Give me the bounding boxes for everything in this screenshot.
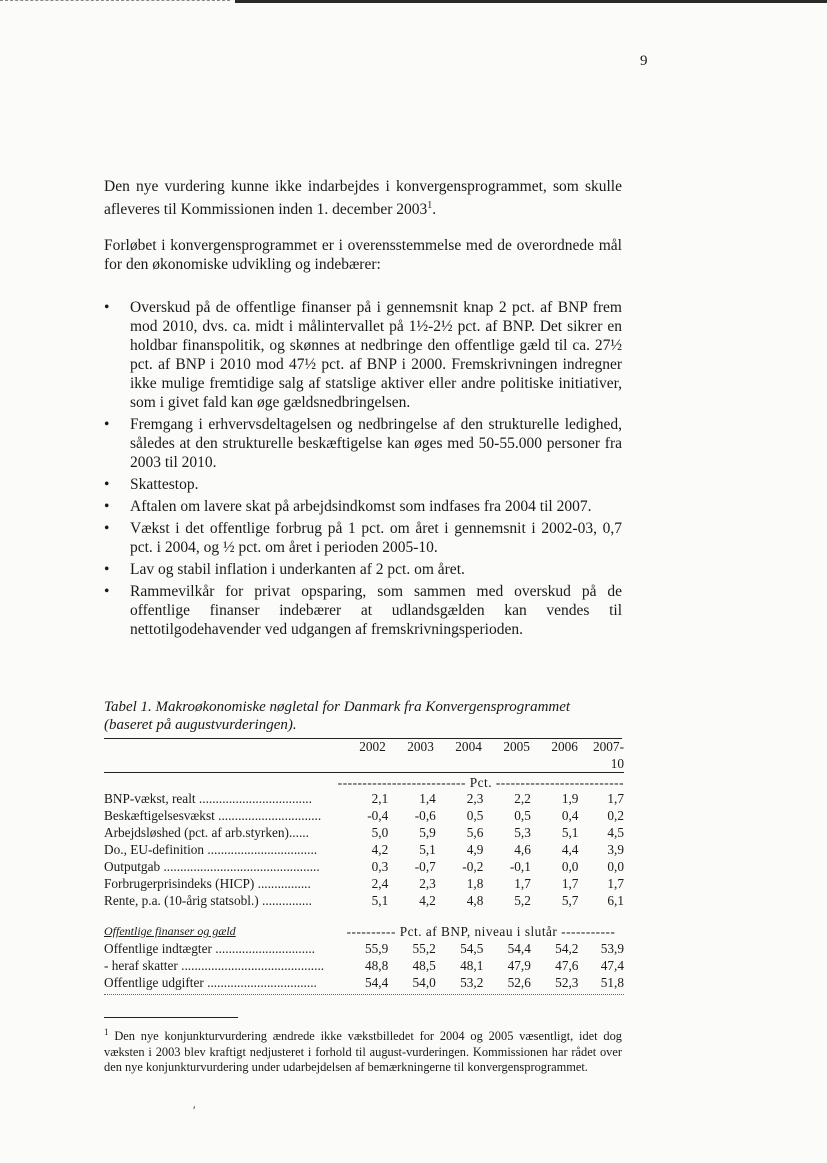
header-empty-cell [482, 755, 530, 773]
header-year: 2007- [592, 739, 624, 754]
cell-value: 48,8 [364, 958, 389, 973]
cell-value: 47,6 [555, 958, 579, 973]
bullet-item [104, 560, 622, 579]
table-header-row [104, 738, 624, 755]
cell-value: 4,9 [466, 842, 484, 857]
bullet-text: Overskud på de offentlige finanser på i gennemsnit knap 2 pct. af BNP frem mod 2010, dvs. ca. midt i målintervallet på 1½-2½ pct. af BNP. Det sikrer en holdbar finanspolitik, og skønnes at nedbringe den offentlige gæld til ca. 27½ pct. af BNP i 2010 mod 47½ pct. af BNP i 2000. Fremskrivningen indregner ikke mulige fremtidige salg af statslige aktiver eller andre politiske initiativer, som i givet fald kan øge gældsnedbringelsen. [130, 299, 622, 411]
bullet-icon: • [104, 520, 110, 537]
table-row [104, 940, 624, 957]
cell-value: -0,1 [509, 859, 531, 874]
table-row [104, 790, 624, 807]
header-empty-cell [338, 755, 386, 773]
cell-value: 54,2 [555, 941, 579, 956]
cell-value: 54,4 [364, 975, 389, 990]
cell-value: 0,5 [466, 808, 484, 823]
subhead-label: Offentlige finanser og gæld [104, 924, 236, 938]
row-label: Rente, p.a. (10-årig statsobl.) ............... [104, 893, 312, 908]
cell-value: 5,9 [419, 825, 436, 840]
cell-value: 55,2 [412, 941, 436, 956]
bullet-icon: • [104, 561, 110, 578]
cell-value: 2,2 [514, 791, 531, 806]
bullet-item [104, 475, 622, 494]
header-year: 2006 [551, 739, 578, 754]
row-label: Outputgab ............................................... [104, 859, 320, 874]
header-year: 2004 [455, 739, 482, 754]
header-empty-cell [530, 755, 578, 773]
cell-value: 54,5 [460, 941, 484, 956]
bullet-icon: • [104, 498, 110, 515]
unit-label: -------------------------- Pct. -------------------------- [337, 775, 624, 790]
table-bottom-rule [104, 994, 624, 995]
top-edge-dashes [0, 0, 230, 1]
header-empty-cell [386, 755, 434, 773]
cell-value: 2,4 [371, 876, 389, 891]
cell-value: 1,7 [514, 876, 531, 891]
header-year-cont: 10 [610, 756, 624, 771]
cell-value: 6,1 [607, 893, 624, 908]
cell-value: 4,6 [514, 842, 531, 857]
bullet-text: Skattestop. [130, 476, 199, 493]
paragraph-intro-end: . [432, 201, 437, 219]
cell-value: 0,0 [561, 859, 579, 874]
table-row [104, 957, 624, 974]
cell-value: 1,7 [607, 791, 624, 806]
cell-value: -0,6 [414, 808, 436, 823]
footnote-ref: 1 [427, 200, 433, 211]
cell-value: 48,5 [412, 958, 436, 973]
cell-value: 5,0 [371, 825, 389, 840]
cell-value: 47,4 [600, 958, 624, 973]
header-year: 2005 [503, 739, 530, 754]
row-label: Beskæftigelsesvækst ............................... [104, 808, 322, 823]
subhead-row [104, 922, 624, 940]
footnote-number: 1 [104, 1027, 109, 1037]
paragraph-lead: Forløbet i konvergensprogrammet er i overensstemmelse med de overordnede mål for den økonomiske udvikling og indebærer: [104, 237, 622, 273]
table-caption: Tabel 1. Makroøkonomiske nøgletal for Danmark fra Konvergensprogrammet (baseret på augustvurderingen). [104, 699, 571, 733]
cell-value: 52,6 [507, 975, 531, 990]
table-row [104, 824, 624, 841]
cell-value: 5,7 [561, 893, 579, 908]
row-label: Forbrugerprisindeks (HICP) ................ [104, 876, 311, 891]
row-label: Arbejdsløshed (pct. af arb.styrken)...... [104, 825, 309, 840]
table-row [104, 974, 624, 991]
footnote-text: Den nye konjunkturvurdering ændrede ikke vækstbilledet for 2004 og 2005 væsentligt, idet dog væksten i 2003 blev kraftigt nedjusteret i forhold til august-vurderingen. Kommissionen har rådet over den nye konjunkturvurdering under udarbejdelsen af bemærkningerne til konvergensprogrammet. [104, 1029, 622, 1075]
bullet-icon: • [104, 476, 110, 493]
table-section-finances [104, 940, 624, 991]
cell-value: 51,8 [600, 975, 624, 990]
cell-value: 2,1 [371, 791, 389, 806]
cell-value: 4,2 [371, 842, 389, 857]
bullet-list [104, 298, 622, 642]
cell-value: 0,5 [514, 808, 531, 823]
table-row [104, 807, 624, 824]
cell-value: 3,9 [607, 842, 624, 857]
table-row [104, 875, 624, 892]
cell-value: 5,1 [419, 842, 436, 857]
cell-value: 1,7 [607, 876, 624, 891]
bullet-text: Rammevilkår for privat opsparing, som sammen med overskud på de offentlige finanser indebærer at udlandsgælden kan vendes til nettotilgodehavender ved udgangen af fremskrivningsperioden. [130, 583, 622, 638]
cell-value: 54,0 [412, 975, 436, 990]
cell-value: -0,2 [462, 859, 484, 874]
bullet-item [104, 415, 622, 472]
cell-value: 0,2 [607, 808, 624, 823]
page-number: 9 [640, 53, 648, 69]
cell-value: 2,3 [419, 876, 436, 891]
header-empty-cell [104, 755, 338, 773]
cell-value: -0,7 [414, 859, 436, 874]
table-section-macro [104, 790, 624, 909]
stray-mark: ′ [193, 1103, 196, 1117]
cell-value: 4,5 [607, 825, 624, 840]
table-row [104, 841, 624, 858]
bullet-item [104, 519, 622, 557]
cell-value: 52,3 [555, 975, 579, 990]
cell-value: 5,2 [514, 893, 531, 908]
paragraph-intro-text: Den nye vurdering kunne ikke indarbejdes i konvergensprogrammet, som skulle afleveres til Kommissionen inden 1. december 2003 [104, 178, 622, 219]
unit-row [104, 774, 624, 791]
bullet-icon: • [104, 299, 110, 316]
cell-value: 1,9 [561, 791, 579, 806]
paragraph-intro [104, 177, 622, 219]
row-label: Offentlige udgifter ................................. [104, 975, 317, 990]
bullet-icon: • [104, 583, 110, 600]
header-year: 2003 [407, 739, 434, 754]
table-header-row-cont [104, 755, 624, 773]
footnote [104, 1025, 622, 1076]
table-row [104, 858, 624, 875]
bullet-item [104, 497, 622, 516]
subhead-cell [104, 922, 338, 940]
cell-value: 48,1 [460, 958, 484, 973]
cell-value: 4,8 [466, 893, 484, 908]
cell-value: 5,6 [466, 825, 484, 840]
cell-value: 4,2 [419, 893, 436, 908]
cell-value: -0,4 [367, 808, 389, 823]
row-label: - heraf skatter ........................................... [104, 958, 325, 973]
bullet-text: Aftalen om lavere skat på arbejdsindkomst som indfases fra 2004 til 2007. [130, 498, 592, 515]
macro-table [104, 738, 624, 791]
cell-value: 5,3 [514, 825, 531, 840]
bullet-text: Lav og stabil inflation i underkanten af 2 pct. om året. [130, 561, 465, 578]
unit-empty-cell [104, 774, 338, 791]
cell-value: 1,8 [466, 876, 484, 891]
cell-value: 53,2 [460, 975, 484, 990]
cell-value: 47,9 [507, 958, 531, 973]
bullet-text: Vækst i det offentlige forbrug på 1 pct. om året i gennemsnit i 2002-03, 0,7 pct. i 2004, og ½ pct. om året i perioden 2005-10. [130, 520, 622, 556]
cell-value: 5,1 [371, 893, 389, 908]
cell-value: 1,4 [419, 791, 436, 806]
cell-value: 0,4 [561, 808, 579, 823]
cell-value: 1,7 [561, 876, 579, 891]
bullet-item [104, 298, 622, 412]
row-label: Offentlige indtægter .............................. [104, 941, 316, 956]
row-label: Do., EU-definition ................................. [104, 842, 318, 857]
cell-value: 5,1 [561, 825, 579, 840]
bullet-icon: • [104, 416, 110, 433]
top-edge-bar [235, 0, 827, 3]
cell-value: 54,4 [507, 941, 531, 956]
header-year: 2002 [359, 739, 386, 754]
cell-value: 53,9 [600, 941, 624, 956]
cell-value: 2,3 [466, 791, 484, 806]
row-label: BNP-vækst, realt .................................. [104, 791, 312, 806]
cell-value: 0,0 [607, 859, 624, 874]
bullet-text: Fremgang i erhvervsdeltagelsen og nedbringelse af den strukturelle ledighed, således at den strukturelle beskæftigelse kan øges med 50-55.000 personer fra 2003 til 2010. [130, 416, 622, 471]
unit-label-2: ---------- Pct. af BNP, niveau i slutår ----------- [346, 923, 616, 939]
cell-value: 0,3 [371, 859, 389, 874]
cell-value: 55,9 [364, 941, 389, 956]
table-row [104, 892, 624, 909]
footnote-rule [104, 1017, 238, 1018]
table-subhead [104, 922, 624, 940]
bullet-item [104, 582, 622, 639]
header-empty-cell [104, 738, 338, 755]
cell-value: 4,4 [561, 842, 579, 857]
header-empty-cell [434, 755, 482, 773]
